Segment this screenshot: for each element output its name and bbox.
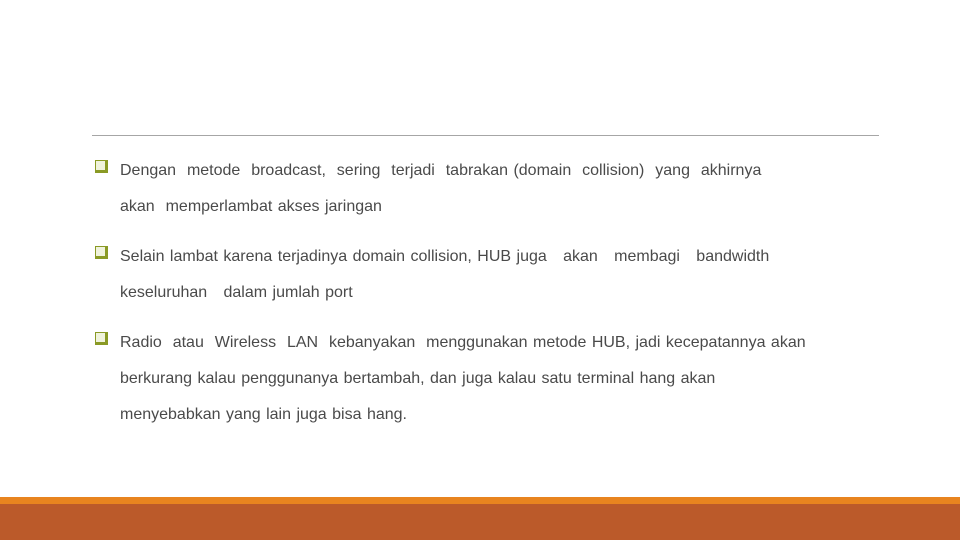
checkbox-bullet-icon (95, 160, 108, 173)
bullet-text-line: Selain lambat karena terjadinya domain collision, HUB juga akan membagi bandwidth (120, 248, 770, 265)
bullet-text-line: Radio atau Wireless LAN kebanyakan menggunakan metode HUB, jadi kecepatannya akan (120, 334, 806, 351)
bullet-text-line: keseluruhan dalam jumlah port (120, 284, 353, 301)
footer-band (0, 504, 960, 540)
title-divider (92, 135, 879, 136)
bullet-text-line: Dengan metode broadcast, sering terjadi tabrakan (domain collision) yang akhirnya (120, 162, 762, 179)
bullet-text-line: menyebabkan yang lain juga bisa hang. (120, 406, 407, 423)
checkbox-bullet-icon (95, 246, 108, 259)
bullet-text-line: berkurang kalau penggunanya bertambah, dan juga kalau satu terminal hang akan (120, 370, 716, 387)
bullet-text-line: akan memperlambat akses jaringan (120, 198, 382, 215)
footer-accent-strip (0, 497, 960, 504)
checkbox-bullet-icon (95, 332, 108, 345)
